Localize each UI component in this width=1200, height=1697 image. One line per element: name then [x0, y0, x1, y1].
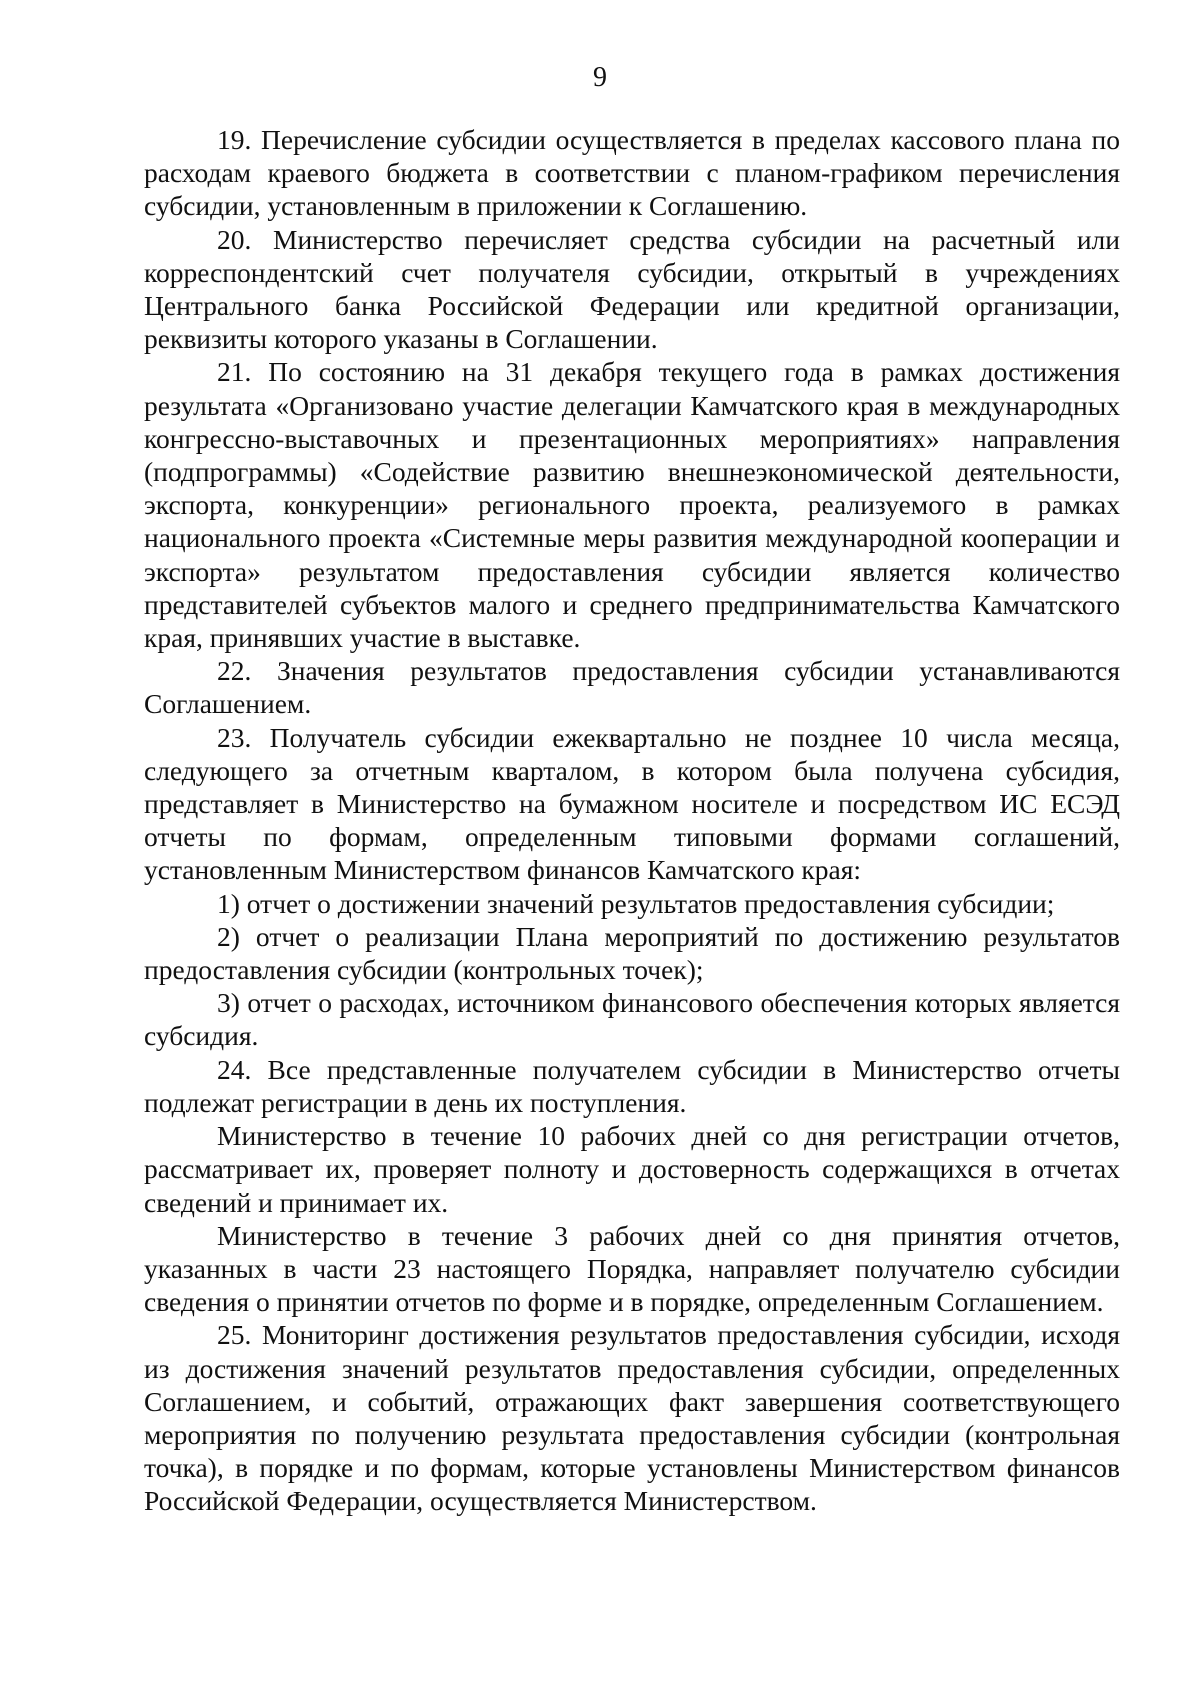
document-body [144, 123, 1120, 1518]
paragraph-23-item-3: 3) отчет о расходах, источником финансового обеспечения которых является субсидия. [144, 987, 1120, 1052]
paragraph-23-item-2: 2) отчет о реализации Плана мероприятий по достижению результатов предоставления субсидии (контрольных точек); [144, 920, 1120, 986]
paragraph-19: 19. Перечисление субсидии осуществляется в пределах кассового плана по расходам краевого бюджета в соответствии с планом-графиком перечисления субсидии, установленным в приложении к Соглашению. [144, 124, 1120, 222]
paragraph-25: 25. Мониторинг достижения результатов предоставления субсидии, исходя из достижения значений результатов предоставления субсидии, определенных Соглашением, и событий, отражающих факт завершения соответствующего мероприятия по получению результата предоставления субсидии (контрольная точка), в порядке и по формам, которые установлены Министерством финансов Российской Федерации, осуществляется Министерством. [144, 1319, 1120, 1517]
paragraph-23: 23. Получатель субсидии ежеквартально не позднее 10 числа месяца, следующего за отчетным кварталом, в котором была получена субсидия, представляет в Министерство на бумажном носителе и посредством ИС ЕСЭД отчеты по формам, определенным типовыми формами соглашений, установленным Министерством финансов Камчатского края: [144, 721, 1120, 886]
paragraph-24-review: Министерство в течение 10 рабочих дней со дня регистрации отчетов, рассматривает их, проверяет полноту и достоверность содержащихся в отчетах сведений и принимает их. [144, 1120, 1120, 1218]
paragraph-22: 22. Значения результатов предоставления субсидии устанавливаются Соглашением. [144, 655, 1120, 720]
page-number: 9 [593, 62, 607, 93]
paragraph-21: 21. По состоянию на 31 декабря текущего года в рамках достижения результата «Организовано участие делегации Камчатского края в международных конгрессно-выставочных и презентационных мероприятиях» направления (подпрограммы) «Содействие развитию внешнеэкономической деятельности, экспорта, конкуренции» регионального проекта, реализуемого в рамках национального проекта «Системные меры развития международной кооперации и экспорта» результатом предоставления субсидии является количество представителей субъектов малого и среднего предпринимательства Камчатского края, принявших участие в выставке. [144, 356, 1120, 654]
paragraph-24-notification: Министерство в течение 3 рабочих дней со дня принятия отчетов, указанных в части 23 настоящего Порядка, направляет получателю субсидии сведения о принятии отчетов по форме и в порядке, определенным Соглашением. [144, 1219, 1120, 1318]
paragraph-24: 24. Все представленные получателем субсидии в Министерство отчеты подлежат регистрации в день их поступления. [144, 1053, 1120, 1118]
paragraph-23-item-1: 1) отчет о достижении значений результатов предоставления субсидии; [217, 887, 1055, 919]
paragraph-20: 20. Министерство перечисляет средства субсидии на расчетный или корреспондентский счет получателя субсидии, открытый в учреждениях Центрального банка Российской Федерации или кредитной организации, реквизиты которого указаны в Соглашении. [144, 223, 1120, 355]
